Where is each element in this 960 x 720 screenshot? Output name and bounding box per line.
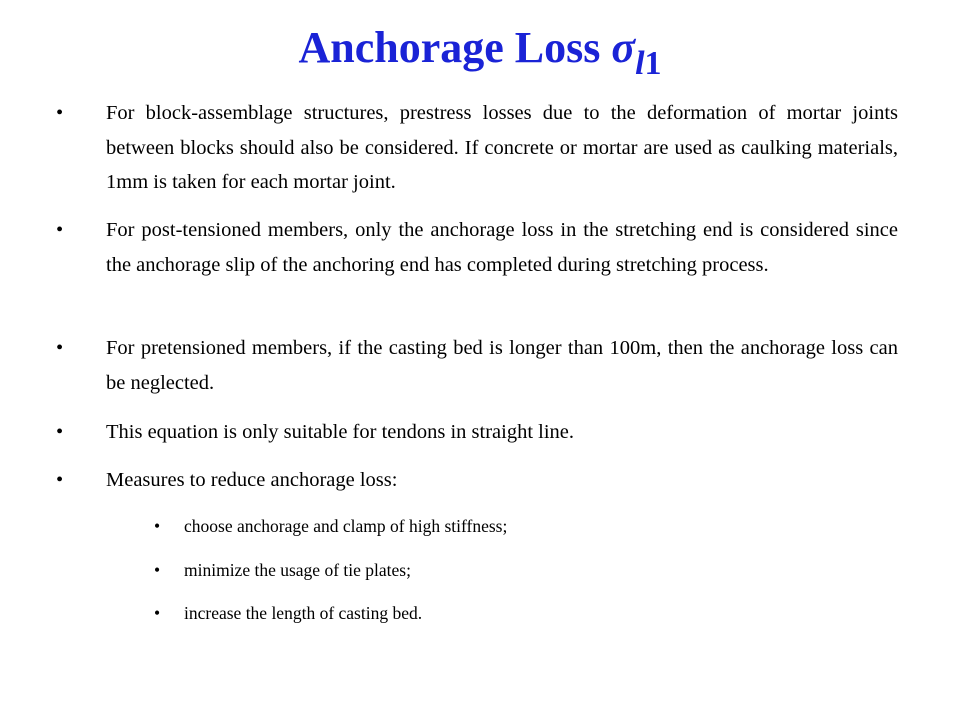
title-text: Anchorage Loss bbox=[298, 23, 612, 72]
bullet-dot-icon: • bbox=[56, 421, 64, 443]
bullet-item bbox=[56, 415, 898, 450]
bullet-dot-icon: • bbox=[56, 337, 64, 359]
bullet-item bbox=[56, 463, 898, 498]
sub-bullet-dot-icon: • bbox=[154, 560, 161, 580]
bullet-text: For block-assemblage structures, prestress losses due to the deformation of mortar joints between blocks should also be considered. If concrete or mortar are used as caulking materials, 1mm is taken for each mortar joint. bbox=[106, 102, 898, 193]
subscript-variable: l bbox=[635, 45, 645, 82]
title-subscript bbox=[635, 45, 661, 82]
sub-bullet-text: increase the length of casting bed. bbox=[184, 603, 423, 623]
bullet-text: Measures to reduce anchorage loss: bbox=[106, 469, 398, 491]
sub-bullet-text: minimize the usage of tie plates; bbox=[184, 560, 411, 580]
sigma-symbol: σ bbox=[611, 23, 636, 72]
bullet-text: For post-tensioned members, only the anchorage loss in the stretching end is considered since the anchorage slip of the anchoring end has completed during stretching process. bbox=[106, 219, 898, 276]
bullet-item bbox=[56, 331, 898, 400]
bullet-dot-icon: • bbox=[56, 102, 64, 124]
bullet-dot-icon: • bbox=[56, 469, 64, 491]
bullet-text: For pretensioned members, if the casting bed is longer than 100m, then the anchorage loss can be neglected. bbox=[106, 337, 898, 394]
sub-bullet-dot-icon: • bbox=[154, 603, 161, 623]
sub-bullet-item bbox=[154, 599, 854, 627]
slide-title bbox=[0, 18, 960, 94]
bullet-dot-icon: • bbox=[56, 219, 64, 241]
subscript-number: 1 bbox=[644, 45, 662, 82]
sub-bullet-item bbox=[154, 512, 854, 540]
sub-bullet-item bbox=[154, 556, 854, 584]
bullet-text: This equation is only suitable for tendons in straight line. bbox=[106, 421, 575, 443]
bullet-item bbox=[56, 213, 898, 282]
sub-bullet-dot-icon: • bbox=[154, 516, 161, 536]
sub-bullet-text: choose anchorage and clamp of high stiffness; bbox=[184, 516, 508, 536]
bullet-item bbox=[56, 96, 898, 200]
